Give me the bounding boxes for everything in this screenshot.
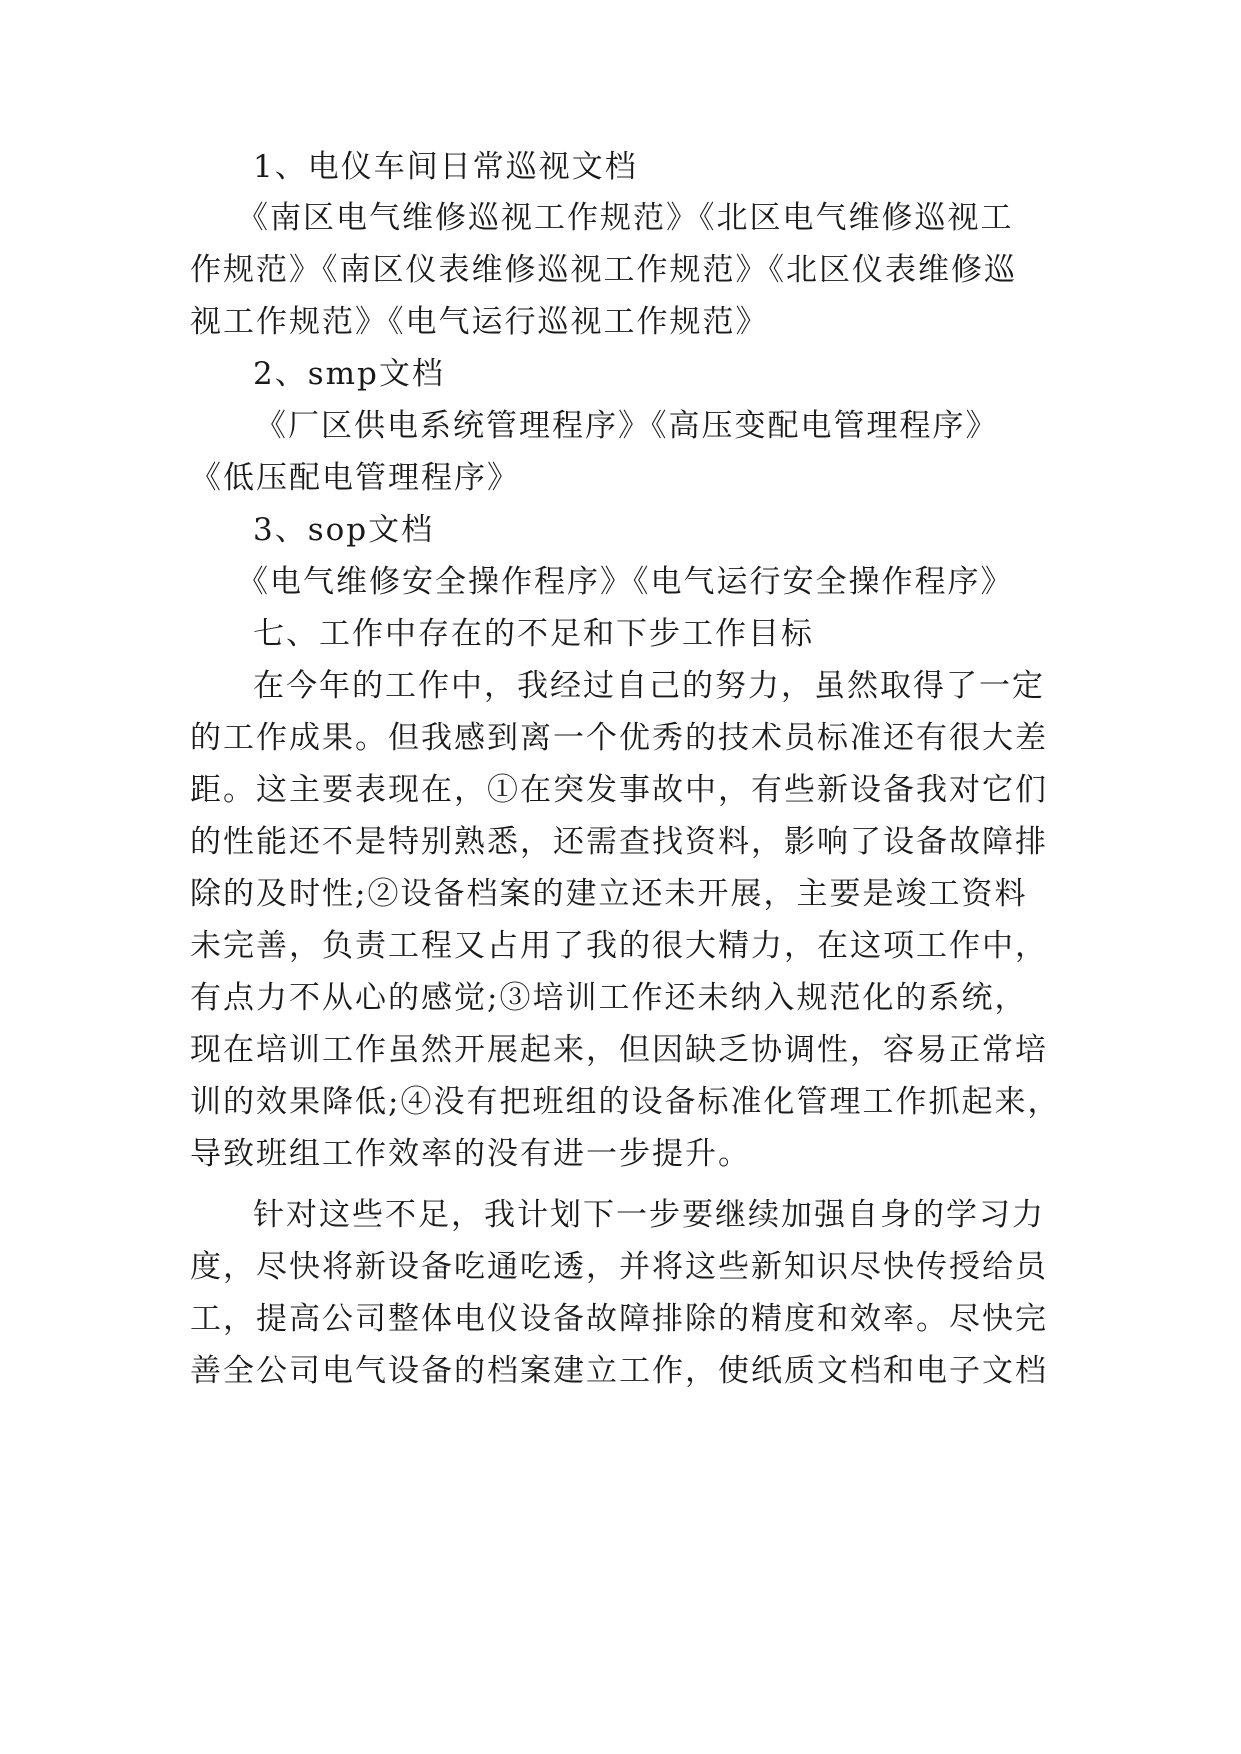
para2-line-1: 针对这些不足，我计划下一步要继续加强自身的学习力 — [253, 1197, 1045, 1233]
para1-line-2: 的工作成果。但我感到离一个优秀的技术员标准还有很大差 — [190, 720, 1048, 756]
patrol-docs-line-3: 视工作规范》《电气运行巡视工作规范》 — [190, 304, 769, 340]
para2-line-2: 度，尽快将新设备吃通吃透，并将这些新知识尽快传授给员 — [190, 1249, 1048, 1285]
para2-line-3: 工，提高公司整体电仪设备故障排除的精度和效率。尽快完 — [190, 1301, 1048, 1337]
heading-sop-docs: 3、sop文档 — [253, 512, 435, 548]
para1-line-7: 有点力不从心的感觉;③培训工作还未纳入规范化的系统， — [190, 980, 1028, 1016]
para1-line-6: 未完善，负责工程又占用了我的很大精力，在这项工作中， — [190, 928, 1048, 964]
sop-docs-line-1: 《电气维修安全操作程序》《电气运行安全操作程序》 — [237, 564, 1014, 600]
para1-line-9: 训的效果降低;④没有把班组的设备标准化管理工作抓起来， — [190, 1084, 1061, 1120]
para1-line-5: 除的及时性;②设备档案的建立还未开展，主要是竣工资料 — [190, 876, 1028, 912]
heading-patrol-docs: 1、电仪车间日常巡视文档 — [253, 149, 638, 185]
para1-line-3: 距。这主要表现在，①在突发事故中，有些新设备我对它们 — [190, 772, 1048, 808]
patrol-docs-line-2: 作规范》《南区仪表维修巡视工作规范》《北区仪表维修巡 — [190, 252, 1017, 288]
heading-smp-docs: 2、smp文档 — [253, 356, 445, 392]
para1-line-8: 现在培训工作虽然开展起来，但因缺乏协调性，容易正常培 — [190, 1032, 1048, 1068]
para1-line-4: 的性能还不是特别熟悉，还需查找资料，影响了设备故障排 — [190, 824, 1048, 860]
smp-docs-line-2: 《低压配电管理程序》 — [190, 460, 520, 496]
para1-line-1: 在今年的工作中，我经过自己的努力，虽然取得了一定 — [253, 668, 1045, 704]
smp-docs-line-1: 《厂区供电系统管理程序》《高压变配电管理程序》 — [255, 408, 999, 444]
heading-shortcomings: 七、工作中存在的不足和下步工作目标 — [253, 616, 814, 652]
para2-line-4: 善全公司电气设备的档案建立工作，使纸质文档和电子文档 — [190, 1353, 1048, 1389]
para1-line-10: 导致班组工作效率的没有进一步提升。 — [190, 1136, 751, 1172]
patrol-docs-line-1: 《南区电气维修巡视工作规范》《北区电气维修巡视工 — [237, 200, 1014, 236]
